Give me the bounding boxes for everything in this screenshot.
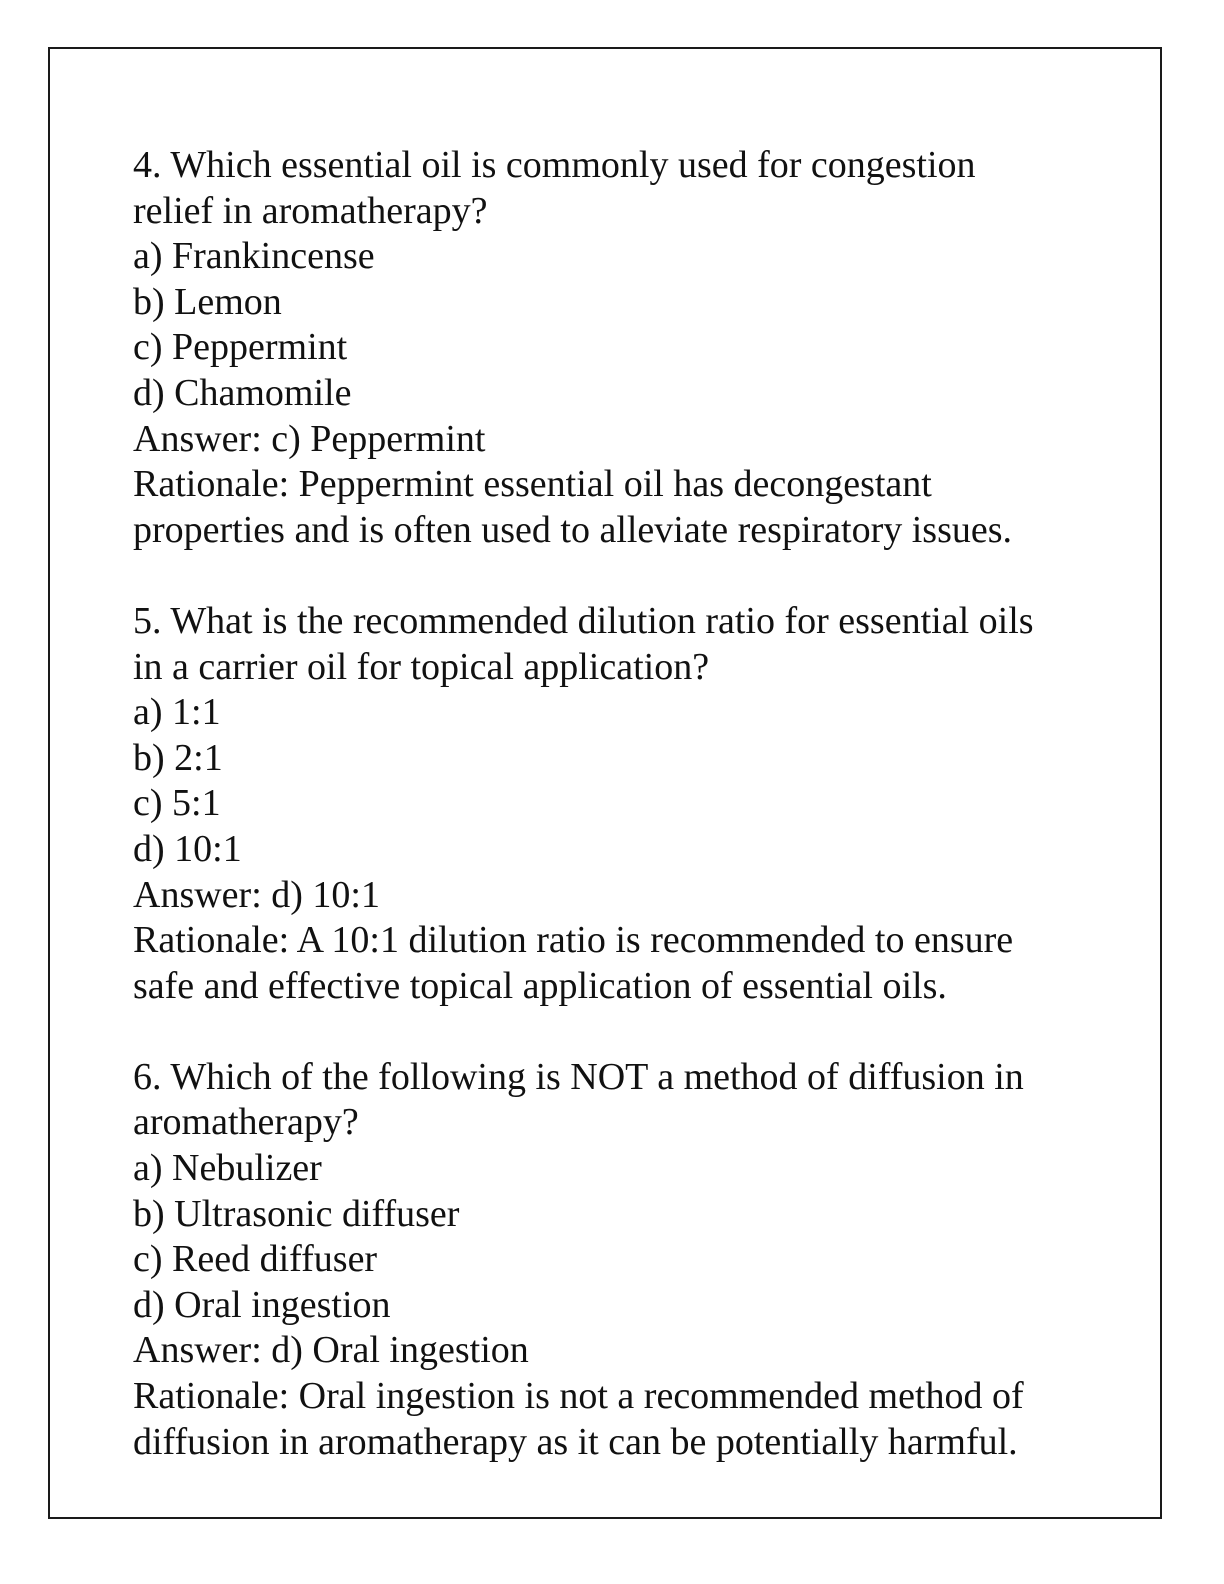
question-prompt-line: 6. Which of the following is NOT a method of diffusion in [133, 1055, 1024, 1098]
answer-option: a) 1:1 [133, 691, 221, 734]
question-prompt-line: aromatherapy? [133, 1101, 359, 1144]
rationale-line: safe and effective topical application of essential oils. [133, 964, 947, 1007]
question-prompt-line: in a carrier oil for topical application? [133, 645, 710, 688]
answer-option: b) Ultrasonic diffuser [133, 1192, 460, 1235]
question-prompt-line: 4. Which essential oil is commonly used for congestion [133, 144, 976, 186]
rationale-line: diffusion in aromatherapy as it can be potentially harmful. [133, 1420, 1018, 1463]
answer-option: c) Peppermint [133, 326, 348, 369]
answer-option: b) 2:1 [133, 736, 223, 779]
answer-option: c) Reed diffuser [133, 1238, 378, 1281]
question-block [133, 599, 1133, 1009]
answer-option: c) 5:1 [133, 782, 221, 825]
answer-option: d) Oral ingestion [133, 1283, 391, 1326]
rationale-line: Rationale: Peppermint essential oil has decongestant [133, 463, 932, 506]
question-block [133, 1055, 1133, 1465]
answer-option: d) 10:1 [133, 827, 242, 870]
rationale-line: Rationale: Oral ingestion is not a recommended method of [133, 1375, 1024, 1418]
rationale-line: Rationale: A 10:1 dilution ratio is recommended to ensure [133, 919, 1014, 962]
answer-option: d) Chamomile [133, 371, 352, 414]
rationale-line: properties and is often used to alleviate respiratory issues. [133, 508, 1013, 551]
correct-answer: Answer: d) Oral ingestion [133, 1329, 529, 1372]
question-prompt-line: relief in aromatherapy? [133, 189, 488, 232]
question-prompt-line: 5. What is the recommended dilution ratio for essential oils [133, 599, 1034, 642]
answer-option: a) Nebulizer [133, 1147, 322, 1190]
document-body [133, 143, 1133, 1465]
correct-answer: Answer: d) 10:1 [133, 873, 380, 916]
answer-option: a) Frankincense [133, 235, 375, 278]
question-block [133, 143, 1133, 553]
correct-answer: Answer: c) Peppermint [133, 417, 486, 460]
answer-option: b) Lemon [133, 280, 282, 323]
